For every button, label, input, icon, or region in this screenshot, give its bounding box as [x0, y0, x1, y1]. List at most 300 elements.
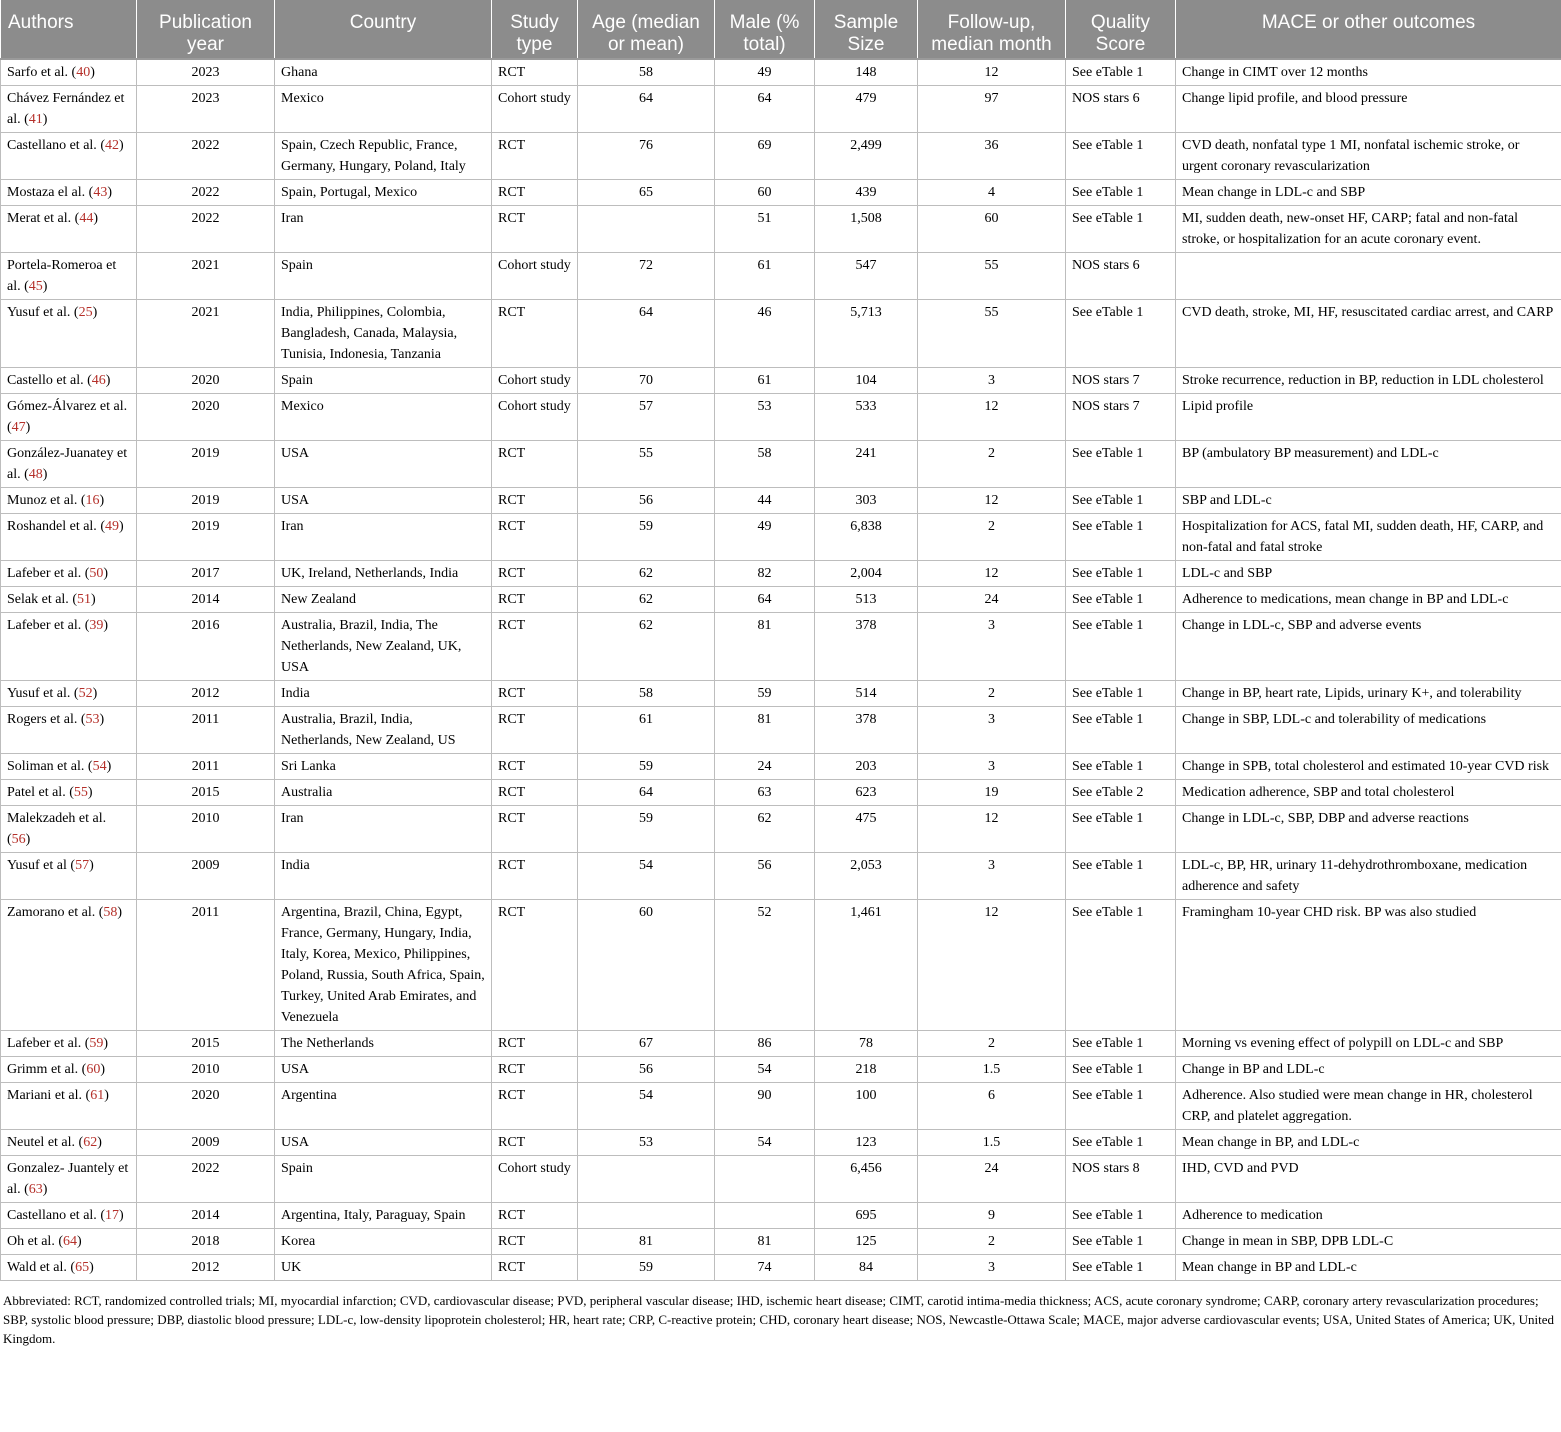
- reference-link[interactable]: 52: [78, 686, 93, 701]
- table-row: [1, 1203, 1561, 1229]
- author-name: Sarfo et al.: [7, 65, 69, 80]
- author-name: Gonzalez- Juantely et al.: [7, 1161, 129, 1197]
- reference-link[interactable]: 55: [73, 785, 88, 800]
- cell-age: 56: [578, 1057, 715, 1083]
- cell-follow-up: 12: [918, 561, 1066, 587]
- cell-outcome: [1176, 253, 1561, 300]
- cell-country: UK, Ireland, Netherlands, India: [275, 561, 492, 587]
- cell-male-percent: 56: [715, 853, 815, 900]
- cell-outcome: Mean change in BP, and LDL-c: [1176, 1130, 1561, 1156]
- cell-age: 56: [578, 488, 715, 514]
- cell-country: New Zealand: [275, 587, 492, 613]
- reference-link[interactable]: 50: [89, 566, 104, 581]
- cell-sample-size: 378: [815, 613, 918, 681]
- cell-age: 59: [578, 1255, 715, 1281]
- cell-age: 57: [578, 394, 715, 441]
- cell-author: Rogers et al. (53): [1, 707, 137, 754]
- cell-country: Spain, Czech Republic, France, Germany, Hungary, Poland, Italy: [275, 133, 492, 180]
- cell-outcome: Lipid profile: [1176, 394, 1561, 441]
- reference-link[interactable]: 43: [93, 185, 108, 200]
- cell-author: Malekzadeh et al. (56): [1, 806, 137, 853]
- cell-author: Sarfo et al. (40): [1, 59, 137, 86]
- cell-sample-size: 303: [815, 488, 918, 514]
- cell-sample-size: 241: [815, 441, 918, 488]
- cell-study-type: RCT: [492, 1031, 578, 1057]
- cell-sample-size: 203: [815, 754, 918, 780]
- cell-year: 2011: [137, 754, 275, 780]
- cell-sample-size: 547: [815, 253, 918, 300]
- cell-quality-score: See eTable 1: [1066, 587, 1176, 613]
- cell-sample-size: 6,456: [815, 1156, 918, 1203]
- cell-sample-size: 5,713: [815, 300, 918, 368]
- cell-study-type: RCT: [492, 1057, 578, 1083]
- author-name: Neutel et al.: [7, 1135, 76, 1150]
- author-name: Chávez Fernández et al.: [7, 91, 125, 127]
- cell-outcome: Stroke recurrence, reduction in BP, reduction in LDL cholesterol: [1176, 368, 1561, 394]
- cell-sample-size: 479: [815, 86, 918, 133]
- cell-age: [578, 206, 715, 253]
- cell-age: 72: [578, 253, 715, 300]
- cell-country: Australia, Brazil, India, The Netherlands, New Zealand, UK, USA: [275, 613, 492, 681]
- cell-quality-score: See eTable 1: [1066, 806, 1176, 853]
- cell-author: Merat et al. (44): [1, 206, 137, 253]
- reference-link[interactable]: 41: [28, 112, 43, 127]
- cell-study-type: RCT: [492, 441, 578, 488]
- cell-quality-score: See eTable 1: [1066, 514, 1176, 561]
- table-row: [1, 441, 1561, 488]
- cell-author: Soliman et al. (54): [1, 754, 137, 780]
- author-name: Patel et al.: [7, 785, 66, 800]
- cell-outcome: Change in LDL-c, SBP and adverse events: [1176, 613, 1561, 681]
- cell-study-type: RCT: [492, 488, 578, 514]
- cell-age: [578, 1156, 715, 1203]
- author-name: Yusuf et al.: [7, 305, 71, 320]
- cell-age: 64: [578, 780, 715, 806]
- reference-link[interactable]: 57: [75, 858, 90, 873]
- cell-male-percent: 59: [715, 681, 815, 707]
- header-sample-size: Sample Size: [815, 0, 918, 59]
- cell-year: 2009: [137, 853, 275, 900]
- table-body: [1, 59, 1561, 1281]
- cell-year: 2014: [137, 1203, 275, 1229]
- cell-outcome: LDL-c, BP, HR, urinary 11-dehydrothromboxane, medication adherence and safety: [1176, 853, 1561, 900]
- cell-male-percent: 81: [715, 707, 815, 754]
- cell-male-percent: 63: [715, 780, 815, 806]
- cell-male-percent: 81: [715, 1229, 815, 1255]
- table-row: [1, 514, 1561, 561]
- table-row: [1, 1083, 1561, 1130]
- header-age: Age (median or mean): [578, 0, 715, 59]
- table-row: [1, 1130, 1561, 1156]
- cell-year: 2022: [137, 180, 275, 206]
- reference-link[interactable]: 61: [90, 1088, 105, 1103]
- cell-quality-score: NOS stars 7: [1066, 394, 1176, 441]
- cell-outcome: Framingham 10-year CHD risk. BP was also studied: [1176, 900, 1561, 1031]
- cell-year: 2016: [137, 613, 275, 681]
- cell-sample-size: 2,499: [815, 133, 918, 180]
- cell-author: Castellano et al. (42): [1, 133, 137, 180]
- reference-link[interactable]: 60: [86, 1062, 101, 1077]
- cell-sample-size: 695: [815, 1203, 918, 1229]
- cell-author: Oh et al. (64): [1, 1229, 137, 1255]
- reference-link[interactable]: 44: [79, 211, 94, 226]
- cell-outcome: Mean change in BP and LDL-c: [1176, 1255, 1561, 1281]
- cell-male-percent: 49: [715, 59, 815, 86]
- cell-male-percent: 60: [715, 180, 815, 206]
- cell-study-type: RCT: [492, 681, 578, 707]
- cell-follow-up: 9: [918, 1203, 1066, 1229]
- author-name: Portela-Romeroa et al.: [7, 258, 117, 294]
- cell-study-type: RCT: [492, 780, 578, 806]
- cell-year: 2017: [137, 561, 275, 587]
- cell-outcome: Hospitalization for ACS, fatal MI, sudden death, HF, CARP, and non-fatal and fatal stroke: [1176, 514, 1561, 561]
- cell-age: 81: [578, 1229, 715, 1255]
- cell-country: The Netherlands: [275, 1031, 492, 1057]
- table-row: [1, 900, 1561, 1031]
- reference-link[interactable]: 51: [76, 592, 91, 607]
- cell-follow-up: 55: [918, 300, 1066, 368]
- table-row: [1, 1031, 1561, 1057]
- cell-outcome: Medication adherence, SBP and total cholesterol: [1176, 780, 1561, 806]
- reference-link[interactable]: 45: [28, 279, 43, 294]
- cell-age: 61: [578, 707, 715, 754]
- table-row: [1, 1057, 1561, 1083]
- cell-sample-size: 2,004: [815, 561, 918, 587]
- table-row: [1, 681, 1561, 707]
- reference-link[interactable]: 63: [28, 1182, 43, 1197]
- cell-sample-size: 1,461: [815, 900, 918, 1031]
- cell-author: Mostaza el al. (43): [1, 180, 137, 206]
- author-name: Wald et al.: [7, 1260, 67, 1275]
- cell-outcome: LDL-c and SBP: [1176, 561, 1561, 587]
- cell-quality-score: See eTable 1: [1066, 1083, 1176, 1130]
- table-row: [1, 253, 1561, 300]
- cell-country: India: [275, 681, 492, 707]
- cell-outcome: CVD death, nonfatal type 1 MI, nonfatal ischemic stroke, or urgent coronary revascularization: [1176, 133, 1561, 180]
- cell-author: Castellano et al. (17): [1, 1203, 137, 1229]
- header-country: Country: [275, 0, 492, 59]
- cell-quality-score: See eTable 1: [1066, 1031, 1176, 1057]
- table-row: [1, 1255, 1561, 1281]
- cell-author: Mariani et al. (61): [1, 1083, 137, 1130]
- cell-male-percent: 46: [715, 300, 815, 368]
- author-name: Castellano et al.: [7, 1208, 97, 1223]
- cell-male-percent: 61: [715, 368, 815, 394]
- cell-follow-up: 2: [918, 681, 1066, 707]
- cell-follow-up: 3: [918, 707, 1066, 754]
- author-name: Soliman et al.: [7, 759, 85, 774]
- header-study-type: Study type: [492, 0, 578, 59]
- cell-follow-up: 12: [918, 806, 1066, 853]
- cell-male-percent: 69: [715, 133, 815, 180]
- cell-author: Zamorano et al. (58): [1, 900, 137, 1031]
- cell-study-type: RCT: [492, 59, 578, 86]
- author-name: Merat et al.: [7, 211, 72, 226]
- cell-male-percent: [715, 1156, 815, 1203]
- author-name: Roshandel et al.: [7, 519, 97, 534]
- cell-age: 59: [578, 754, 715, 780]
- table-row: [1, 488, 1561, 514]
- cell-year: 2020: [137, 368, 275, 394]
- author-name: Zamorano et al.: [7, 905, 96, 920]
- cell-quality-score: See eTable 1: [1066, 133, 1176, 180]
- cell-outcome: Change in BP, heart rate, Lipids, urinary K+, and tolerability: [1176, 681, 1561, 707]
- reference-link[interactable]: 16: [85, 493, 100, 508]
- cell-male-percent: 51: [715, 206, 815, 253]
- cell-age: 59: [578, 514, 715, 561]
- header-outcomes: MACE or other outcomes: [1176, 0, 1561, 59]
- cell-country: Spain: [275, 1156, 492, 1203]
- table-row: [1, 561, 1561, 587]
- cell-year: 2023: [137, 86, 275, 133]
- cell-follow-up: 2: [918, 1031, 1066, 1057]
- cell-country: USA: [275, 488, 492, 514]
- cell-study-type: RCT: [492, 1130, 578, 1156]
- reference-link[interactable]: 46: [91, 373, 106, 388]
- author-name: Castellano et al.: [7, 138, 97, 153]
- cell-follow-up: 24: [918, 1156, 1066, 1203]
- author-name: Lafeber et al.: [7, 566, 82, 581]
- table-row: [1, 86, 1561, 133]
- cell-follow-up: 12: [918, 900, 1066, 1031]
- author-name: Yusuf et al.: [7, 686, 71, 701]
- cell-quality-score: See eTable 1: [1066, 1057, 1176, 1083]
- cell-year: 2021: [137, 253, 275, 300]
- cell-sample-size: 623: [815, 780, 918, 806]
- cell-follow-up: 60: [918, 206, 1066, 253]
- cell-follow-up: 1.5: [918, 1130, 1066, 1156]
- cell-year: 2022: [137, 133, 275, 180]
- cell-sample-size: 148: [815, 59, 918, 86]
- reference-link[interactable]: 56: [11, 832, 26, 847]
- cell-study-type: Cohort study: [492, 394, 578, 441]
- cell-follow-up: 12: [918, 394, 1066, 441]
- cell-outcome: Morning vs evening effect of polypill on LDL-c and SBP: [1176, 1031, 1561, 1057]
- cell-year: 2011: [137, 707, 275, 754]
- cell-age: 55: [578, 441, 715, 488]
- cell-quality-score: See eTable 1: [1066, 1229, 1176, 1255]
- cell-study-type: Cohort study: [492, 86, 578, 133]
- cell-male-percent: 44: [715, 488, 815, 514]
- cell-author: Patel et al. (55): [1, 780, 137, 806]
- cell-study-type: Cohort study: [492, 368, 578, 394]
- cell-study-type: RCT: [492, 587, 578, 613]
- cell-author: Yusuf et al. (25): [1, 300, 137, 368]
- cell-male-percent: 64: [715, 86, 815, 133]
- cell-author: Yusuf et al. (52): [1, 681, 137, 707]
- cell-country: Mexico: [275, 86, 492, 133]
- cell-age: 65: [578, 180, 715, 206]
- author-name: Lafeber et al.: [7, 618, 82, 633]
- reference-link[interactable]: 54: [92, 759, 107, 774]
- cell-author: Yusuf et al (57): [1, 853, 137, 900]
- cell-follow-up: 24: [918, 587, 1066, 613]
- cell-study-type: RCT: [492, 1083, 578, 1130]
- reference-link[interactable]: 59: [89, 1036, 104, 1051]
- cell-sample-size: 104: [815, 368, 918, 394]
- cell-follow-up: 4: [918, 180, 1066, 206]
- cell-study-type: RCT: [492, 133, 578, 180]
- table-row: [1, 1156, 1561, 1203]
- cell-quality-score: See eTable 1: [1066, 180, 1176, 206]
- cell-follow-up: 12: [918, 59, 1066, 86]
- cell-follow-up: 2: [918, 514, 1066, 561]
- reference-link[interactable]: 53: [85, 712, 100, 727]
- cell-country: India: [275, 853, 492, 900]
- cell-sample-size: 378: [815, 707, 918, 754]
- cell-quality-score: See eTable 1: [1066, 206, 1176, 253]
- cell-follow-up: 3: [918, 613, 1066, 681]
- reference-link[interactable]: 47: [11, 420, 26, 435]
- cell-quality-score: See eTable 1: [1066, 707, 1176, 754]
- table-row: [1, 853, 1561, 900]
- cell-sample-size: 1,508: [815, 206, 918, 253]
- cell-country: Australia: [275, 780, 492, 806]
- cell-follow-up: 2: [918, 1229, 1066, 1255]
- cell-country: USA: [275, 1057, 492, 1083]
- cell-author: González-Juanatey et al. (48): [1, 441, 137, 488]
- reference-link[interactable]: 39: [89, 618, 104, 633]
- cell-author: Gómez-Álvarez et al. (47): [1, 394, 137, 441]
- cell-country: Sri Lanka: [275, 754, 492, 780]
- reference-link[interactable]: 65: [75, 1260, 90, 1275]
- cell-sample-size: 533: [815, 394, 918, 441]
- cell-sample-size: 513: [815, 587, 918, 613]
- cell-author: Roshandel et al. (49): [1, 514, 137, 561]
- cell-country: Argentina, Italy, Paraguay, Spain: [275, 1203, 492, 1229]
- reference-link[interactable]: 62: [83, 1135, 98, 1150]
- reference-link[interactable]: 25: [78, 305, 93, 320]
- cell-quality-score: See eTable 2: [1066, 780, 1176, 806]
- cell-male-percent: 58: [715, 441, 815, 488]
- cell-year: 2010: [137, 806, 275, 853]
- cell-age: 62: [578, 613, 715, 681]
- cell-author: Wald et al. (65): [1, 1255, 137, 1281]
- author-name: Gómez-Álvarez et al.: [7, 399, 128, 414]
- cell-country: India, Philippines, Colombia, Bangladesh, Canada, Malaysia, Tunisia, Indonesia, Tanzania: [275, 300, 492, 368]
- author-name: Grimm et al.: [7, 1062, 79, 1077]
- cell-age: 54: [578, 853, 715, 900]
- cell-quality-score: See eTable 1: [1066, 441, 1176, 488]
- author-name: González-Juanatey et al.: [7, 446, 128, 482]
- cell-follow-up: 12: [918, 488, 1066, 514]
- cell-outcome: BP (ambulatory BP measurement) and LDL-c: [1176, 441, 1561, 488]
- cell-author: Gonzalez- Juantely et al. (63): [1, 1156, 137, 1203]
- cell-country: Korea: [275, 1229, 492, 1255]
- table-row: [1, 587, 1561, 613]
- cell-year: 2010: [137, 1057, 275, 1083]
- cell-age: [578, 1203, 715, 1229]
- cell-year: 2019: [137, 514, 275, 561]
- cell-male-percent: [715, 1203, 815, 1229]
- cell-male-percent: 24: [715, 754, 815, 780]
- cell-age: 59: [578, 806, 715, 853]
- table-row: [1, 806, 1561, 853]
- header-publication-year: Publication year: [137, 0, 275, 59]
- cell-country: Iran: [275, 206, 492, 253]
- cell-country: USA: [275, 441, 492, 488]
- cell-author: Chávez Fernández et al. (41): [1, 86, 137, 133]
- cell-age: 60: [578, 900, 715, 1031]
- author-name: Mariani et al.: [7, 1088, 83, 1103]
- cell-male-percent: 64: [715, 587, 815, 613]
- cell-age: 70: [578, 368, 715, 394]
- cell-sample-size: 514: [815, 681, 918, 707]
- cell-outcome: MI, sudden death, new-onset HF, CARP; fatal and non-fatal stroke, or hospitalization for an acute coronary event.: [1176, 206, 1561, 253]
- cell-age: 67: [578, 1031, 715, 1057]
- cell-age: 62: [578, 561, 715, 587]
- cell-follow-up: 3: [918, 1255, 1066, 1281]
- cell-country: Argentina, Brazil, China, Egypt, France, Germany, Hungary, India, Italy, Korea, Mexico, Philippines, Poland, Russia, South Africa, Spain, Turkey, United Arab Emirates, and Venezuela: [275, 900, 492, 1031]
- cell-follow-up: 1.5: [918, 1057, 1066, 1083]
- cell-country: UK: [275, 1255, 492, 1281]
- cell-study-type: Cohort study: [492, 1156, 578, 1203]
- cell-study-type: RCT: [492, 1229, 578, 1255]
- cell-study-type: Cohort study: [492, 253, 578, 300]
- cell-country: USA: [275, 1130, 492, 1156]
- cell-outcome: IHD, CVD and PVD: [1176, 1156, 1561, 1203]
- cell-study-type: RCT: [492, 300, 578, 368]
- cell-year: 2019: [137, 441, 275, 488]
- cell-sample-size: 218: [815, 1057, 918, 1083]
- reference-link[interactable]: 58: [103, 905, 118, 920]
- cell-author: Munoz et al. (16): [1, 488, 137, 514]
- cell-outcome: SBP and LDL-c: [1176, 488, 1561, 514]
- cell-follow-up: 19: [918, 780, 1066, 806]
- reference-link[interactable]: 48: [28, 467, 43, 482]
- cell-sample-size: 439: [815, 180, 918, 206]
- author-name: Malekzadeh et al.: [7, 811, 107, 826]
- cell-year: 2018: [137, 1229, 275, 1255]
- cell-outcome: CVD death, stroke, MI, HF, resuscitated cardiac arrest, and CARP: [1176, 300, 1561, 368]
- cell-quality-score: See eTable 1: [1066, 900, 1176, 1031]
- reference-link[interactable]: 17: [104, 1208, 119, 1223]
- cell-age: 58: [578, 681, 715, 707]
- cell-year: 2020: [137, 1083, 275, 1130]
- table-row: [1, 206, 1561, 253]
- cell-year: 2012: [137, 681, 275, 707]
- cell-follow-up: 3: [918, 754, 1066, 780]
- reference-link[interactable]: 42: [104, 138, 119, 153]
- cell-country: Spain: [275, 368, 492, 394]
- cell-outcome: Change lipid profile, and blood pressure: [1176, 86, 1561, 133]
- reference-link[interactable]: 40: [76, 65, 91, 80]
- cell-country: Iran: [275, 806, 492, 853]
- table-row: [1, 180, 1561, 206]
- cell-country: Spain: [275, 253, 492, 300]
- cell-follow-up: 6: [918, 1083, 1066, 1130]
- table-row: [1, 59, 1561, 86]
- cell-author: Lafeber et al. (50): [1, 561, 137, 587]
- cell-country: Spain, Portugal, Mexico: [275, 180, 492, 206]
- cell-follow-up: 3: [918, 368, 1066, 394]
- cell-quality-score: See eTable 1: [1066, 488, 1176, 514]
- cell-year: 2011: [137, 900, 275, 1031]
- cell-author: Lafeber et al. (59): [1, 1031, 137, 1057]
- table-row: [1, 300, 1561, 368]
- cell-year: 2021: [137, 300, 275, 368]
- reference-link[interactable]: 64: [63, 1234, 77, 1249]
- cell-study-type: RCT: [492, 1255, 578, 1281]
- cell-sample-size: 6,838: [815, 514, 918, 561]
- cell-quality-score: NOS stars 6: [1066, 86, 1176, 133]
- cell-outcome: Change in mean in SBP, DPB LDL-C: [1176, 1229, 1561, 1255]
- cell-author: Selak et al. (51): [1, 587, 137, 613]
- table-row: [1, 780, 1561, 806]
- reference-link[interactable]: 49: [104, 519, 119, 534]
- cell-year: 2009: [137, 1130, 275, 1156]
- cell-quality-score: See eTable 1: [1066, 1203, 1176, 1229]
